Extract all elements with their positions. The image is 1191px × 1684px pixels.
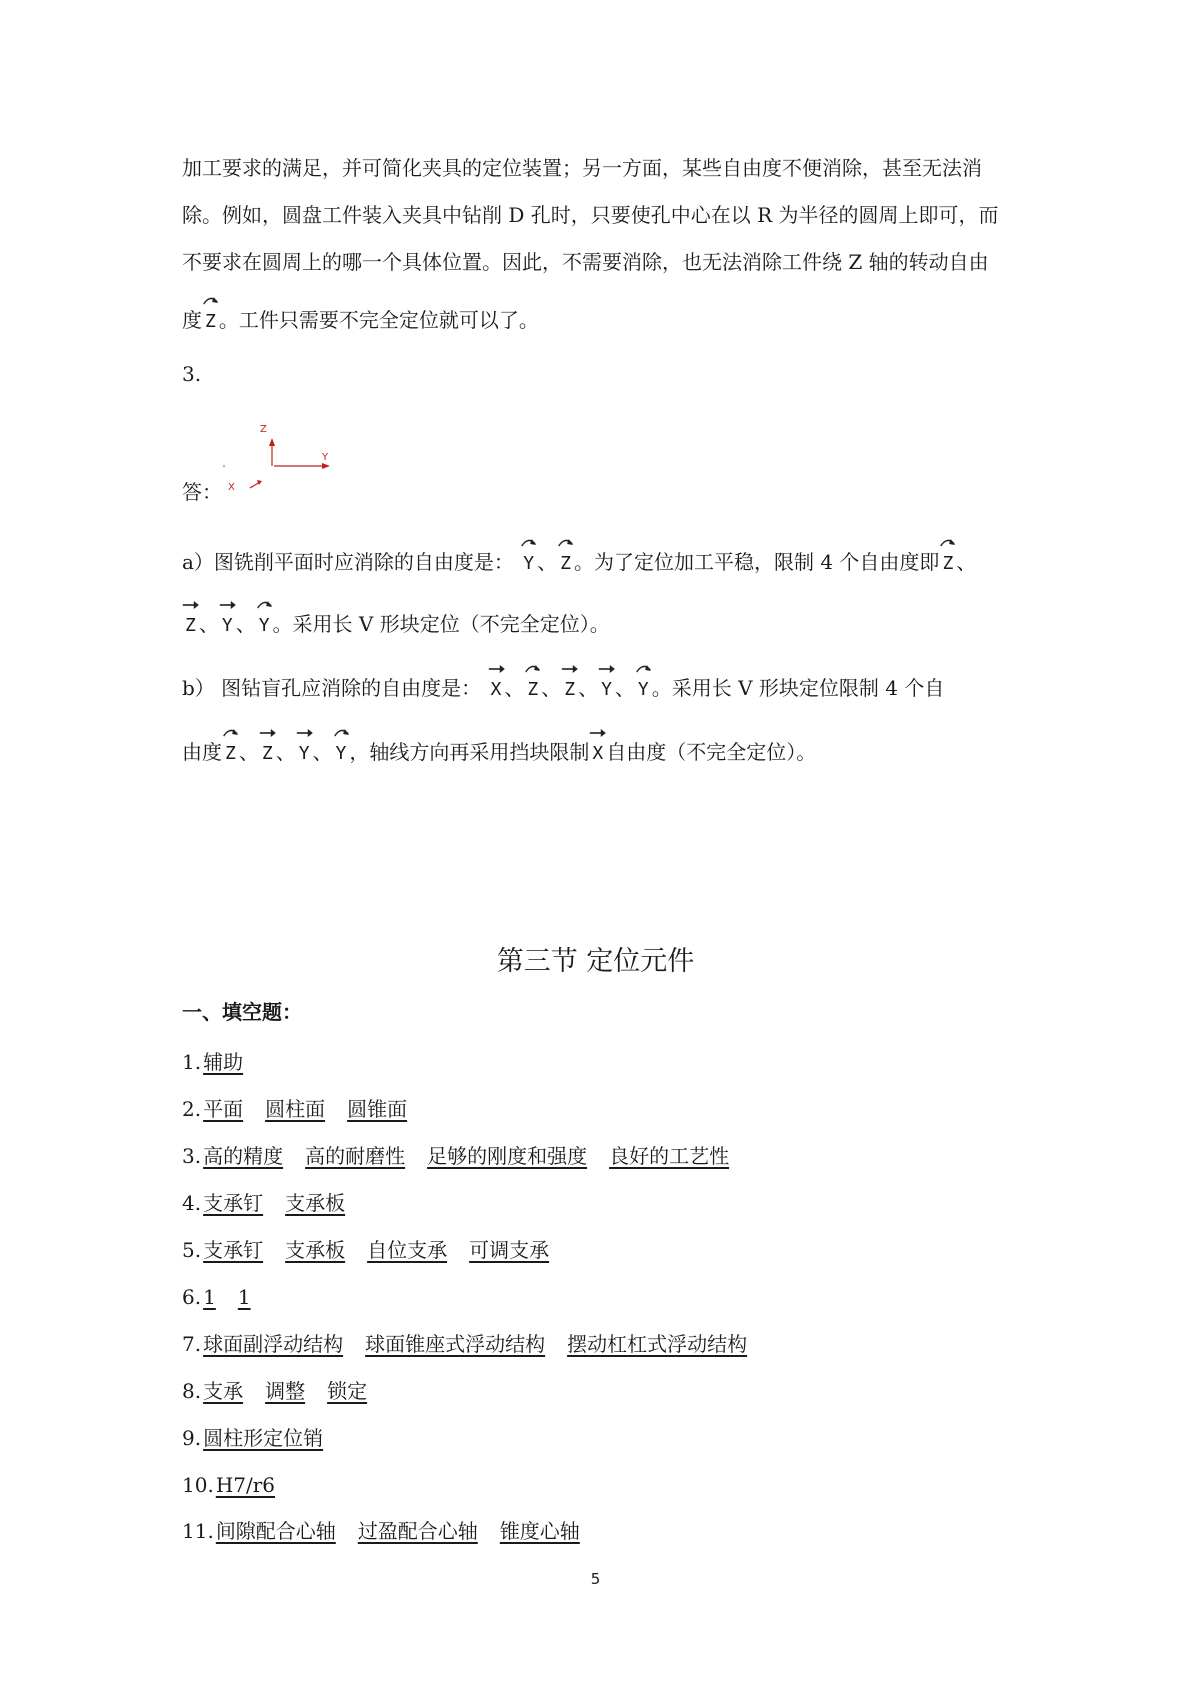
fill-answer-8: 8. 支承 调整 锁定: [182, 1379, 368, 1403]
fill-answer-4: 4. 支承钉 支承板: [182, 1191, 346, 1215]
rot-z-symbol: Z: [557, 550, 574, 578]
para-line-4-post: 。工件只需要不完全定位就可以了。: [218, 308, 539, 332]
move-z-symbol: Z: [259, 740, 276, 768]
para-line-4-pre: 度: [182, 308, 202, 332]
rot-z-symbol: Z: [939, 550, 956, 578]
fill-answer-3: 3. 高的精度 高的耐磨性 足够的刚度和强度 良好的工艺性: [182, 1144, 730, 1168]
para-line-4: [182, 302, 539, 336]
rot-y-symbol: Y: [333, 740, 350, 768]
move-y-symbol: Y: [296, 740, 313, 768]
rot-z-symbol: Z: [222, 740, 239, 768]
fill-answer-2: 2. 平面 圆柱面 圆锥面: [182, 1097, 408, 1121]
fill-answer-11: 11. 间隙配合心轴 过盈配合心轴 锥度心轴: [182, 1519, 580, 1543]
page-number: 5: [590, 1570, 601, 1588]
axis-x-label: X: [228, 482, 235, 493]
move-z-symbol: Z: [561, 676, 578, 704]
para-line-2: 除。例如，圆盘工件装入夹具中钻削 D 孔时，只要使孔中心在以 R 为半径的圆周上即可，而: [182, 203, 999, 227]
fill-answer-7: 7. 球面副浮动结构 球面锥座式浮动结构 摆动杠杠式浮动结构: [182, 1332, 748, 1356]
move-x-symbol: X: [488, 676, 505, 704]
axis-y-label: Y: [322, 452, 329, 463]
rot-z-symbol: Z: [524, 676, 541, 704]
move-y-symbol: Y: [219, 612, 236, 640]
section-title: 第三节 定位元件: [496, 946, 695, 977]
answer-a-line-1: a）图铣削平面时应消除的自由度是： Y 、 Z 。为了定位加工平稳，限制 4 个自由度即 Z 、: [182, 544, 976, 578]
rot-y-symbol: Y: [635, 676, 652, 704]
para-line-1: 加工要求的满足，并可简化夹具的定位装置；另一方面，某些自由度不便消除，甚至无法消: [182, 156, 982, 180]
answer-b-line-1: b） 图钻盲孔应消除的自由度是： X 、 Z 、 Z 、 Y 、 Y 。采用长 V 形块定位限制 4 个自: [182, 670, 944, 704]
move-z-symbol: Z: [182, 612, 199, 640]
answer-b-line-2: 由度 Z 、 Z 、 Y 、 Y ，轴线方向再采用挡块限制 X 自由度（不完全定位）。: [182, 734, 816, 768]
fill-answer-5: 5. 支承钉 支承板 自位支承 可调支承: [182, 1238, 550, 1262]
move-y-symbol: Y: [598, 676, 615, 704]
q3-answer-label: 答：: [182, 480, 222, 504]
move-x-symbol: X: [589, 740, 606, 768]
para-line-3: 不要求在圆周上的哪一个具体位置。因此，不需要消除，也无法消除工件绕 Z 轴的转动自由: [182, 250, 989, 274]
section-heading: 一、填空题：: [182, 1000, 302, 1024]
axis-z-label: Z: [260, 424, 267, 435]
rot-z-symbol: Z: [202, 308, 219, 336]
rot-y-symbol: Y: [520, 550, 537, 578]
fill-answer-9: 9. 圆柱形定位销: [182, 1426, 324, 1450]
answer-a-line-2: Z 、 Y 、 Y 。采用长 V 形块定位（不完全定位）。: [182, 606, 610, 640]
fill-answer-6: 6. 1 1: [182, 1285, 251, 1309]
q3-number: 3.: [182, 362, 202, 386]
fill-answer-1: 1. 辅助: [182, 1050, 244, 1074]
fill-answer-10: 10. H7/r6: [182, 1473, 276, 1497]
rot-y-symbol: Y: [256, 612, 273, 640]
coordinate-axes-figure: [222, 418, 342, 498]
